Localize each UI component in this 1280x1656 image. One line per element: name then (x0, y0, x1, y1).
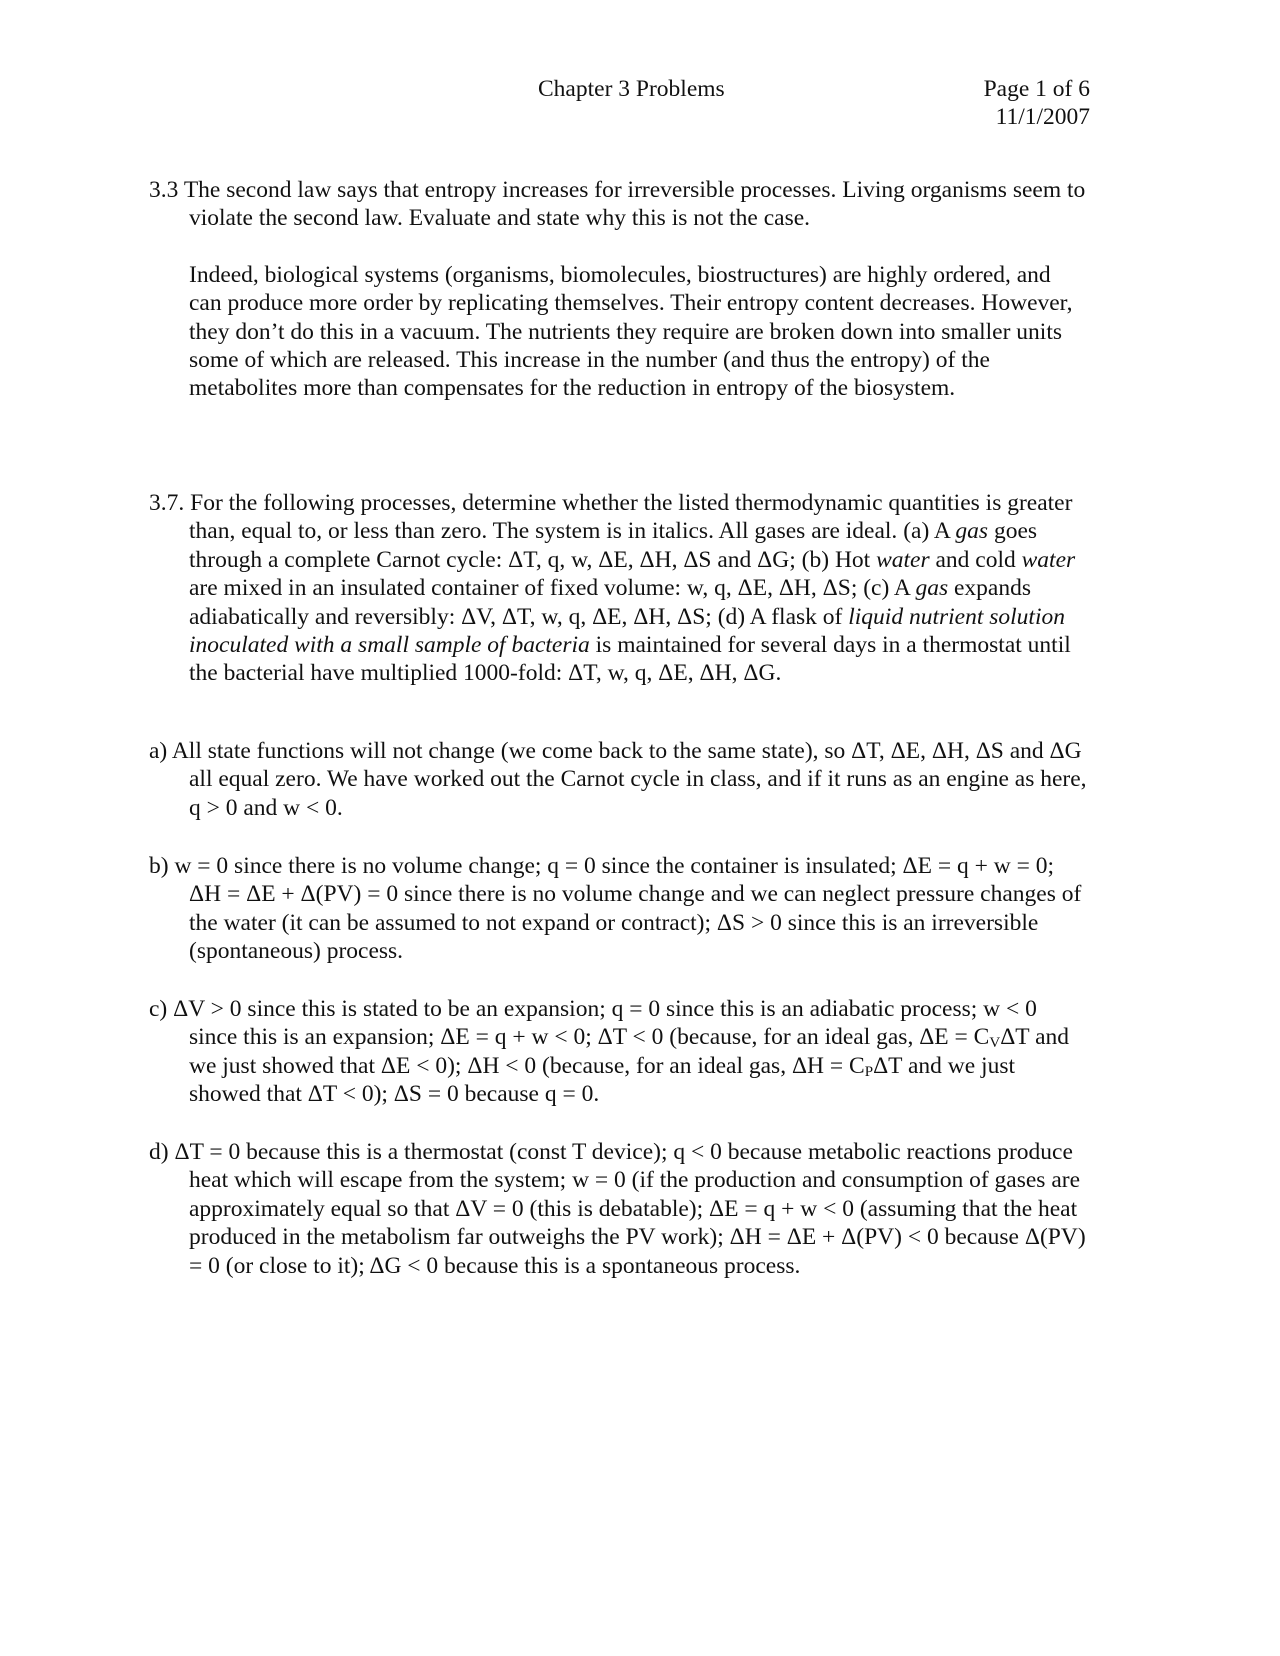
answer-a: a) All state functions will not change (we come back to the same state), so ΔT, ΔE, ΔH, ΔS and ΔG all equal zero. We have worked out the Carnot cycle in class, and if it runs as an engine as here, q > 0 and w < 0. (149, 738, 1087, 821)
italic-system-solution: liquid nutrient solution inoculated with a small sample of bacteria (189, 603, 1065, 659)
answer-a-block (149, 737, 1089, 822)
italic-system-water: water (876, 546, 930, 573)
problem-3-3 (149, 176, 1089, 403)
page-number: Page 1 of 6 (983, 76, 1090, 102)
italic-system-gas: gas (915, 575, 949, 602)
italic-system-gas: gas (955, 518, 989, 545)
answer-c-block (149, 995, 1089, 1109)
page-header-title: Chapter 3 Problems (538, 76, 725, 102)
problem-3-7-question: 3.7. For the following processes, determine whether the listed thermodynamic quantities is greater than, equal to, or less than zero. The system is in italics. All gases are ideal. (a) A gas goes through a complete Carnot cycle: ΔT, q, w, ΔE, ΔH, ΔS and ΔG; (b) Hot water and cold water are mixed in an insulated container of fixed volume: w, q, ΔE, ΔH, ΔS; (c) A gas expands adiabatically and reversibly: ΔV, ΔT, w, q, ΔE, ΔH, ΔS; (d) A flask of liquid nutrient solution inoculated with a small sample of bacteria is maintained for several days in a thermostat until the bacterial have multiplied 1000-fold: ΔT, w, q, ΔE, ΔH, ΔG. (149, 490, 1076, 687)
answer-c: c) ΔV > 0 since this is stated to be an expansion; q = 0 since this is an adiabatic process; w < 0 since this is an expansion; ΔE = q + w < 0; ΔT < 0 (because, for an ideal gas, $\Delta E = C_V\Delta T$ and we just showed that ΔE < 0); ΔH < 0 (because, for an ideal gas, $\Delta H = C_P\Delta T$ and we just showed that ΔT < 0); ΔS = 0 because q = 0. (149, 996, 1070, 1108)
problem-3-7 (149, 489, 1089, 688)
problem-3-3-question: 3.3 The second law says that entropy increases for irreversible processes. Living organisms seem to violate the second law. Evaluate and state why this is not the case. (149, 177, 1086, 232)
italic-system-water: water (1021, 546, 1076, 573)
subscript-v: V (989, 1035, 1001, 1052)
page-header-info (984, 75, 1090, 131)
subscript-p: P (864, 1063, 874, 1080)
problem-3-7-intro: 3.7. For the following processes, determine whether the listed thermodynamic quantities is greater than, equal to, or less than zero. The system is in italics. All gases are ideal. (149, 490, 1073, 545)
answer-b: b) w = 0 since there is no volume change; q = 0 since the container is insulated; ΔE = q + w = 0; ΔH = ΔE + Δ(PV) = 0 since there is no volume change and we can neglect pressure changes of the water (it can be assumed to not expand or contract); ΔS > 0 since this is an irreversible (spontaneous) process. (149, 853, 1082, 965)
answer-d: d) ΔT = 0 because this is a thermostat (const T device); q < 0 because metabolic reactions produce heat which will escape from the system; w = 0 (if the production and consumption of gases are approximately equal so that ΔV = 0 (this is debatable); ΔE = q + w < 0 (assuming that the heat produced in the metabolism far outweighs the PV work); ΔH = ΔE + Δ(PV) < 0 because Δ(PV) = 0 (or close to it); ΔG < 0 because this is a spontaneous process. (149, 1139, 1086, 1279)
answer-b-block (149, 852, 1089, 966)
problem-3-3-answer: Indeed, biological systems (organisms, biomolecules, biostructures) are highly ordered, and can produce more order by replicating themselves. Their entropy content decreases. However, they don’t do this in a vacuum. The nutrients they require are broken down into smaller units some of which are released. This increase in the number (and thus the entropy) of the metabolites more than compensates for the reduction in entropy of the biosystem. (189, 261, 1073, 402)
answer-d-block (149, 1138, 1089, 1280)
page-date: 11/1/2007 (995, 104, 1090, 130)
